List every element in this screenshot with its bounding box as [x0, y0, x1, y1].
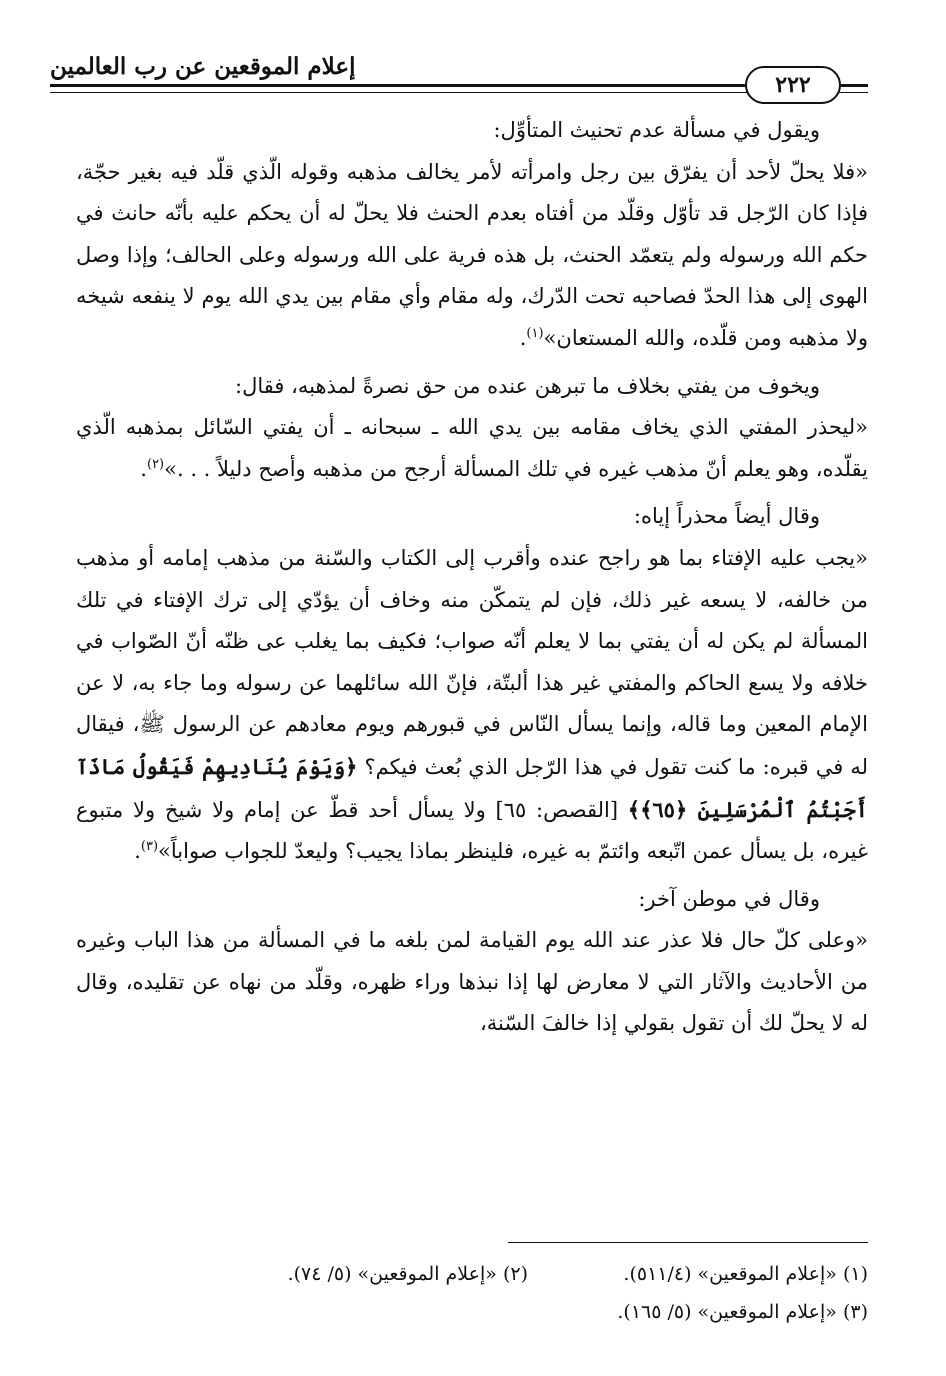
- footnotes: [76, 1255, 868, 1331]
- quote-paragraph-1: «فلا يحلّ لأحد أن يفرّق بين رجل وامرأته لأمر يخالف مذهبه وقوله الّذي قلّد فيه بغير حجّة، فإذا كان الرّجل قد تأوّل وقلّد من أفتاه بعدم الحنث فلا يحلّ له أن يحكم عليه بأنّه حانث في حكم الله ورسوله ولم يتعمّد الحنث، بل هذه فرية على الله ورسوله وعلى الحالف؛ وإذا وصل الهوى إلى هذا الحدّ فصاحبه تحت الدّرك، وله مقام وأي مقام بين يدي الله يوم لا ينفعه شيخه ولا مذهبه ومن قلّده، والله المستعان»$^{(١)}$.: [76, 159, 868, 350]
- header-rule-thin: [50, 92, 856, 93]
- footnote-ref-3[interactable]: (٣): [140, 839, 159, 855]
- page-number-badge: [745, 66, 841, 104]
- quote-paragraph-3: «يجب عليه الإفتاء بما هو راجح عنده وأقرب إلى الكتاب والسّنة من مذهب إمامه أو مذهب من خالفه، لا يسعه غير ذلك، فإن لم يتمكّن منه وخاف أن يؤدّي إلى ترك الإفتاء في تلك المسألة لم يكن له أن يفتي بما لا يعلم أنّه صواب؛ فكيف بما يغلب عى ظنّه أنّ الصّواب في خلافه ولا يسع الحاكم والمفتي غير هذا ألبتّة، فإنّ الله سائلهما عن رسوله وما جاء به، لا عن الإمام المعين وما قاله، وإنما يسأل النّاس في قبورهم ويوم معادهم عن الرسول ﷺ، فيقال له في قبره: ما كنت تقول في هذا الرّجل الذي بُعث فيكم؟ ﴿وَيَوْمَ يُنَادِيهِمْ فَيَقُولُ مَاذَآ أَجَبْتُمُ ٱلْمُرْسَلِينَ ﴿٦٥﴾﴾ [القصص: ٦٥] ولا يسأل أحد قطّ عن إمام ولا شيخ ولا متبوع غيره، بل يسأل عمن اتّبعه وائتمّ به غيره، فلينظر بماذا يجيب؟ وليعدّ للجواب صواباً»$^{(٣)}$.: [76, 545, 868, 864]
- quote-2-text: «ليحذر المفتي الذي يخاف مقامه بين يدي الله ـ سبحانه ـ أن يفتي السّائل بمذهبه الّذي يقلّده، وهو يعلم أنّ مذهب غيره في تلك المسألة أرجح من مذهبه وأصح دليلاً . . .»: [76, 415, 868, 481]
- quote-paragraph-4: «وعلى كلّ حال فلا عذر عند الله يوم القيامة لمن بلغه ما في المسألة من هذا الباب وغيره من الأحاديث والآثار التي لا معارض لها إذا نبذها وراء ظهره، وقلّد من نهاه عن تقليده، وقال له لا يحلّ لك أن تقول بقولي إذا خالفَ السّنة،: [76, 928, 868, 1036]
- quran-verse: ﴿وَيَوْمَ يُنَادِيهِمْ فَيَقُولُ مَاذَآ أَجَبْتُمُ ٱلْمُرْسَلِينَ ﴿٦٥﴾﴾: [76, 753, 868, 822]
- footnote-row: [76, 1255, 868, 1293]
- footnote-row: [76, 1293, 868, 1331]
- quote-1-text: «فلا يحلّ لأحد أن يفرّق بين رجل وامرأته لأمر يخالف مذهبه وقوله الّذي قلّد فيه بغير حجّة، فإذا كان الرّجل قد تأوّل وقلّد من أفتاه بعدم الحنث فلا يحلّ له أن يحكم عليه بأنّه حانث في حكم الله ورسوله ولم يتعمّد الحنث، بل هذه فرية على الله ورسوله وعلى الحالف؛ وإذا وصل الهوى إلى هذا الحدّ فصاحبه تحت الدّرك، وله مقام وأي مقام بين يدي الله يوم لا ينفعه شيخه ولا مذهبه ومن قلّده، والله المستعان»: [76, 159, 868, 350]
- running-header-title: إعلام الموقعين عن رب العالمين: [50, 53, 356, 80]
- footnote-ref-2[interactable]: (٢): [146, 456, 165, 472]
- quote-3-text-a: «يجب عليه الإفتاء بما هو راجح عنده وأقرب إلى الكتاب والسّنة من مذهب إمامه أو مذهب من خالفه، لا يسعه غير ذلك، فإن لم يتمكّن منه وخاف أن يؤدّي إلى ترك الإفتاء في تلك المسألة لم يكن له أن يفتي بما لا يعلم أنّه صواب؛ فكيف بما يغلب عى ظنّه أنّ الصّواب في خلافه ولا يسع الحاكم والمفتي غير هذا ألبتّة، فإنّ الله سائلهما عن رسوله وما جاء به، لا عن الإمام المعين وما قاله، وإنما يسأل النّاس في قبورهم ويوم معادهم عن الرسول ﷺ، فيقال له في قبره: ما كنت تقول في هذا الرّجل الذي بُعث فيكم؟: [76, 545, 868, 779]
- page-number: ٢٢٢: [775, 72, 811, 98]
- paragraph-intro-1: ويقول في مسألة عدم تحنيث المتأوِّل:: [493, 118, 820, 142]
- footnote-ref-1[interactable]: (١): [526, 325, 544, 341]
- paragraph-intro-4: وقال في موطن آخر:: [638, 886, 820, 911]
- header-rule-tail-thin: [841, 92, 868, 93]
- header-rule-tail-thick: [841, 84, 868, 87]
- footnote-2: (٢) «إعلام الموقعين» (٥/ ٧٤).: [287, 1263, 528, 1285]
- quote-paragraph-2: «ليحذر المفتي الذي يخاف مقامه بين يدي الله ـ سبحانه ـ أن يفتي السّائل بمذهبه الّذي يقلّده، وهو يعلم أنّ مذهب غيره في تلك المسألة أرجح من مذهبه وأصح دليلاً . . .»$^{(٢)}$.: [76, 415, 868, 481]
- footnote-3: (٣) «إعلام الموقعين» (٥/ ١٦٥).: [617, 1301, 868, 1323]
- header-rule-thick: [50, 84, 856, 87]
- footnote-separator: [508, 1242, 868, 1243]
- quote-3-text-b: [القصص: ٦٥] ولا يسأل أحد قطّ عن إمام ولا شيخ ولا متبوع غيره، بل يسأل عمن اتّبعه وائتمّ به غيره، فلينظر بماذا يجيب؟ وليعدّ للجواب صواباً»: [76, 797, 868, 864]
- footnote-1: (١) «إعلام الموقعين» (٥١١/٤).: [623, 1263, 868, 1285]
- main-text: [76, 110, 868, 1045]
- paragraph-intro-3: وقال أيضاً محذراً إياه:: [633, 504, 820, 529]
- paragraph-intro-2: ويخوف من يفتي بخلاف ما تبرهن عنده من حق نصرةً لمذهبه، فقال:: [235, 373, 820, 398]
